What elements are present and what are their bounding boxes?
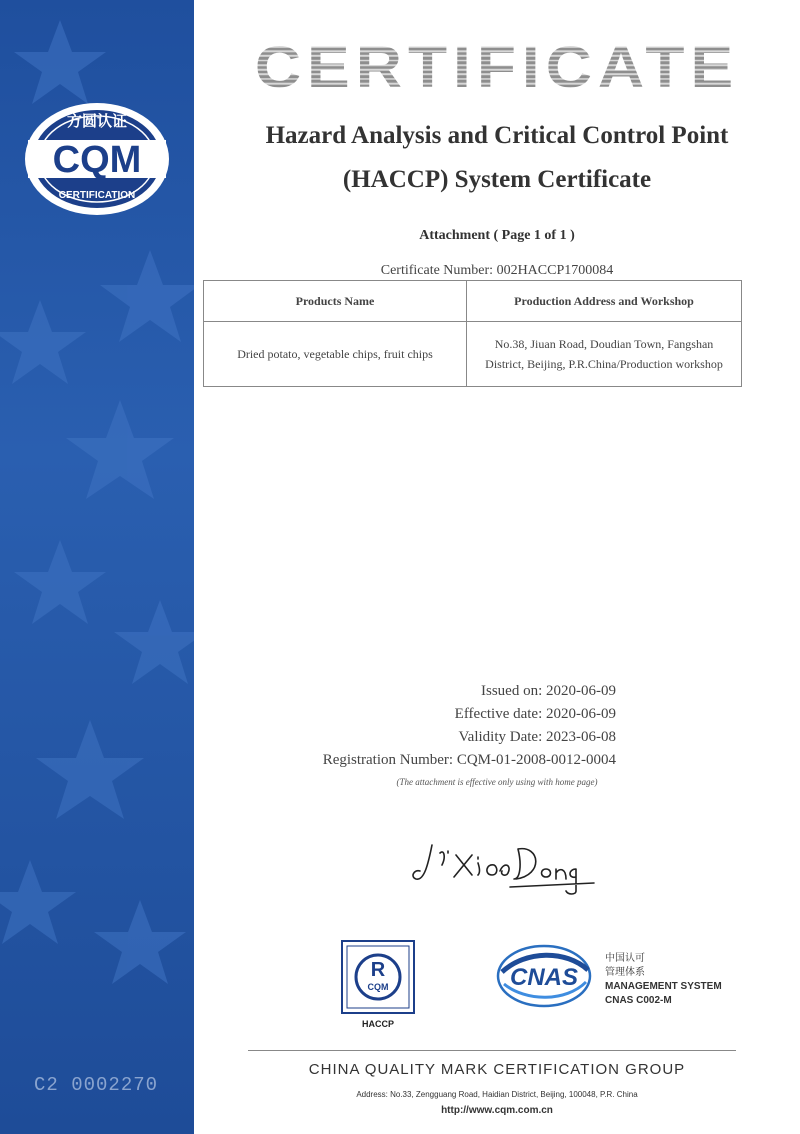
group-address: Address: No.33, Zengguang Road, Haidian District, Beijing, 100048, P.R. China <box>356 1090 638 1099</box>
cell-address: No.38, Jiuan Road, Doudian Town, Fangshan District, Beijing, P.R.China/Production workshop <box>467 322 742 387</box>
cnas-letters: CNAS <box>509 964 579 991</box>
header-products-name: Products Name <box>204 281 467 322</box>
signature <box>410 835 600 895</box>
group-name: CHINA QUALITY MARK CERTIFICATION GROUP <box>308 1061 686 1078</box>
issued-date: Issued on: 2020-06-09 <box>481 683 616 699</box>
signature-name: Ji XiaoDong <box>493 889 517 894</box>
registration-number: Registration Number: CQM-01-2008-0012-0004 <box>322 752 616 768</box>
logo-bottom-text: CERTIFICATION <box>58 190 136 201</box>
dates-block <box>310 680 616 772</box>
title-line-2: (HACCP) System Certificate <box>342 166 652 193</box>
footer-divider <box>248 1050 736 1051</box>
cell-products: Dried potato, vegetable chips, fruit chips <box>204 322 467 387</box>
certificate-word: CERTIFICATE <box>254 33 740 101</box>
validity-date: Validity Date: 2023-06-08 <box>458 729 616 745</box>
effective-date: Effective date: 2020-06-09 <box>454 706 616 722</box>
cnas-logo <box>496 944 592 1008</box>
cqm-certification-logo <box>22 100 172 218</box>
cnas-en-line1: MANAGEMENT SYSTEM <box>605 981 722 992</box>
certificate-number: Certificate Number: 002HACCP1700084 <box>380 263 614 278</box>
logo-letters: CQM <box>52 139 142 181</box>
attachment-note: (The attachment is effective only using with home page) <box>396 777 598 787</box>
cnas-text-block <box>605 952 722 1008</box>
serial-number: C2 0002270 <box>34 1074 159 1096</box>
certificate-heading <box>194 33 800 101</box>
table-header-row <box>204 281 742 322</box>
haccp-r: R <box>370 959 386 981</box>
products-table <box>203 280 742 387</box>
cnas-cn-line2: 管理体系 <box>605 967 645 978</box>
cnas-en-line2: CNAS C002-M <box>605 995 672 1006</box>
logo-top-text: 方圆认证 <box>66 112 128 130</box>
blue-side-band <box>0 0 194 1134</box>
header-production-address: Production Address and Workshop <box>467 281 742 322</box>
attachment-label: Attachment ( Page 1 of 1 ) <box>419 228 575 243</box>
table-row <box>204 322 742 387</box>
haccp-mark <box>341 940 415 1030</box>
cnas-cn-line1: 中国认可 <box>605 953 645 964</box>
haccp-cqm: CQM <box>367 982 389 992</box>
title-line-1: Hazard Analysis and Critical Control Point <box>265 122 729 149</box>
website-link[interactable]: http://www.cqm.com.cn <box>441 1105 553 1116</box>
haccp-label: HACCP <box>361 1019 395 1029</box>
